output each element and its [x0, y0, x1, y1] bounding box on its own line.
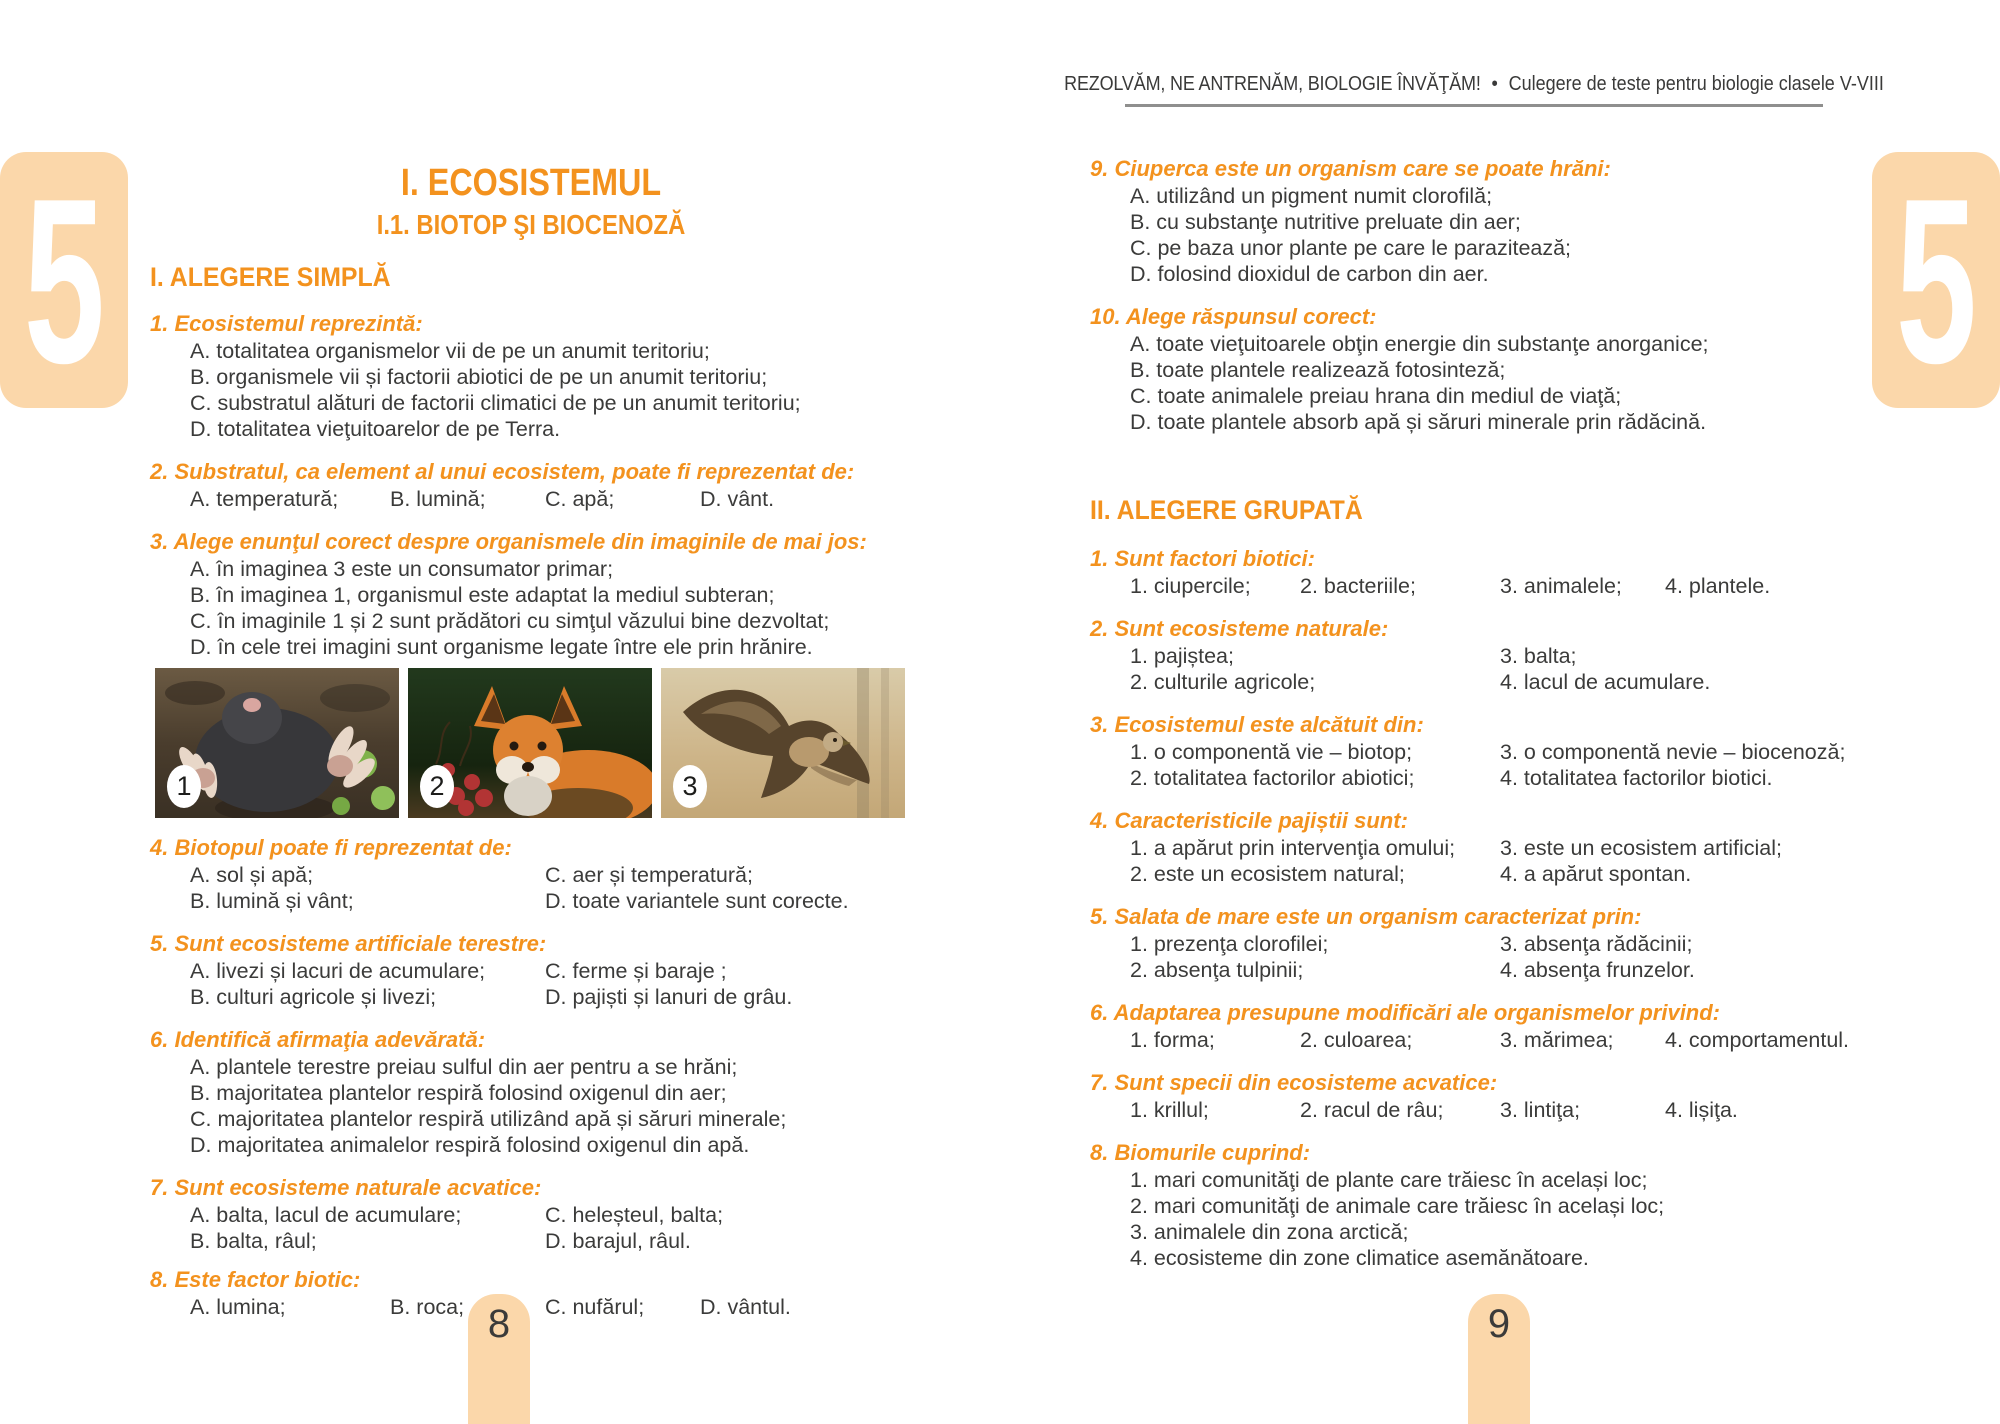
option: D. folosind dioxidul de carbon din aer. [1130, 262, 1489, 286]
option: C. în imaginile 1 și 2 sunt prădători cu simţul văzului bine dezvoltat; [190, 609, 830, 633]
option: D. pajiști și lanuri de grâu. [545, 985, 793, 1009]
option: B. cu substanţe nutritive preluate din aer; [1130, 210, 1521, 234]
option: C. pe baza unor plante pe care le parazitează; [1130, 236, 1572, 260]
option: A. lumina; [190, 1295, 286, 1319]
option: 2. bacteriile; [1300, 574, 1416, 598]
option: B. majoritatea plantelor respiră folosind oxigenul din aer; [190, 1081, 727, 1105]
option: 2. este un ecosistem natural; [1130, 862, 1405, 886]
options-grid [190, 958, 912, 1010]
option: A. utilizând un pigment numit clorofilă; [1130, 184, 1493, 208]
option: B. organismele vii și factorii abiotici de pe un anumit teritoriu; [190, 365, 768, 389]
option: D. majoritatea animalelor respiră folosind oxigenul din apă. [190, 1133, 750, 1157]
question-label: 7. Sunt ecosisteme naturale acvatice: [150, 1175, 542, 1200]
options-row [1130, 1097, 1850, 1123]
option: A. toate vieţuitoarele obţin energie din substanţe anorganice; [1130, 332, 1709, 356]
question-label: 5. Sunt ecosisteme artificiale terestre: [150, 931, 547, 956]
question-label: 3. Alege enunţul corect despre organismele din imaginile de mai jos: [150, 529, 867, 554]
option: 4. totalitatea factorilor biotici. [1500, 766, 1773, 790]
page-number: 9 [1487, 1302, 1511, 1346]
options-grid [1130, 931, 1850, 983]
grouped-question-5 [1090, 903, 1850, 983]
chapter-subtitle: I.1. BIOTOP ŞI BIOCENOZĂ [376, 209, 686, 240]
options-grid [1130, 739, 1850, 791]
question-label: 6. Identifică afirmaţia adevărată: [150, 1027, 486, 1052]
option: 2. racul de râu; [1300, 1098, 1444, 1122]
left-page [150, 160, 912, 1320]
option: B. balta, râul; [190, 1229, 317, 1253]
option: 2. culturile agricole; [1130, 670, 1316, 694]
question-label: 9. Ciuperca este un organism care se poate hrăni: [1090, 156, 1611, 181]
options-list [1130, 183, 1850, 287]
option: 4. ecosisteme din zone climatice asemănătoare. [1130, 1246, 1589, 1270]
option: C. majoritatea plantelor respiră utilizând apă și săruri minerale; [190, 1107, 787, 1131]
option: 3. lintiţa; [1500, 1098, 1581, 1122]
section-title-grouped-choice: II. ALEGERE GRUPATĂ [1090, 495, 1363, 525]
question-label: 7. Sunt specii din ecosisteme acvatice: [1090, 1070, 1498, 1095]
option: 3. o componentă nevie – biocenoză; [1500, 740, 1846, 764]
option: A. totalitatea organismelor vii de pe un anumit teritoriu; [190, 339, 710, 363]
grouped-question-7 [1090, 1069, 1850, 1123]
chapter-number: 5 [1895, 148, 1977, 412]
option: 1. prezenţa clorofilei; [1130, 932, 1329, 956]
option: 4. lișiţa. [1665, 1098, 1738, 1122]
question-3-photo-strip [155, 668, 912, 818]
option: C. apă; [545, 487, 615, 511]
option: 4. plantele. [1665, 574, 1771, 598]
question-label: 5. Salata de mare este un organism caracterizat prin: [1090, 904, 1642, 929]
option: D. toate plantele absorb apă și săruri minerale prin rădăcină. [1130, 410, 1707, 434]
options-grid [190, 862, 912, 914]
option: C. heleșteul, balta; [545, 1203, 724, 1227]
question-label: 1. Sunt factori biotici: [1090, 546, 1315, 571]
options-grid [1130, 835, 1850, 887]
options-row [190, 486, 912, 512]
option: D. toate variantele sunt corecte. [545, 889, 849, 913]
option: D. totalitatea vieţuitoarelor de pe Terra. [190, 417, 561, 441]
question-label: 3. Ecosistemul este alcătuit din: [1090, 712, 1424, 737]
option: 2. absenţa tulpinii; [1130, 958, 1304, 982]
chapter-tab-right [1872, 148, 2000, 412]
photo-fox [408, 668, 652, 818]
options-grid [1130, 643, 1850, 695]
option: 1. a apărut prin intervenţia omului; [1130, 836, 1456, 860]
photo-buzzard [661, 668, 905, 818]
question-10 [1090, 303, 1850, 435]
option: 4. lacul de acumulare. [1500, 670, 1711, 694]
question-9 [1090, 155, 1850, 287]
options-list [1130, 331, 1850, 435]
running-head-series: REZOLVĂM, NE ANTRENĂM, BIOLOGIE ÎNVĂŢĂM! [1064, 73, 1481, 95]
option: D. vânt. [700, 487, 775, 511]
option: 1. mari comunităţi de plante care trăiesc în același loc; [1130, 1168, 1648, 1192]
options-row [1130, 573, 1850, 599]
option: 3. animalele din zona arctică; [1130, 1220, 1409, 1244]
grouped-question-1 [1090, 545, 1850, 599]
image-number-badge: 1 [167, 765, 201, 808]
chapter-title: I. ECOSISTEMUL [400, 162, 662, 204]
option: 4. comportamentul. [1665, 1028, 1850, 1052]
option: B. lumină și vânt; [190, 889, 354, 913]
options-grid [190, 1202, 912, 1254]
option: A. în imaginea 3 este un consumator primar; [190, 557, 614, 581]
question-label: 8. Biomurile cuprind: [1090, 1140, 1311, 1165]
option: A. temperatură; [190, 487, 339, 511]
image-number-badge: 2 [420, 765, 454, 808]
option: A. sol și apă; [190, 863, 314, 887]
option: 3. absenţa rădăcinii; [1500, 932, 1693, 956]
option: B. lumină; [390, 487, 486, 511]
running-head-text [1064, 72, 1884, 96]
grouped-question-8 [1090, 1139, 1850, 1271]
grouped-question-4 [1090, 807, 1850, 887]
question-label: 10. Alege răspunsul corect: [1090, 304, 1377, 329]
option: 4. a apărut spontan. [1500, 862, 1692, 886]
option: C. ferme și baraje ; [545, 959, 727, 983]
option: C. toate animalele preiau hrana din mediul de viaţă; [1130, 384, 1622, 408]
question-6 [150, 1026, 912, 1158]
question-label: 6. Adaptarea presupune modificări ale organismelor privind: [1090, 1000, 1721, 1025]
question-label: 2. Sunt ecosisteme naturale: [1090, 616, 1389, 641]
option: C. aer și temperatură; [545, 863, 753, 887]
option: A. livezi și lacuri de acumulare; [190, 959, 486, 983]
running-head-bullet: • [1491, 73, 1498, 95]
option: A. plantele terestre preiau sulful din aer pentru a se hrăni; [190, 1055, 738, 1079]
section-title-simple-choice: I. ALEGERE SIMPLĂ [150, 262, 391, 292]
option: B. în imaginea 1, organismul este adaptat la mediul subteran; [190, 583, 775, 607]
option: C. nufărul; [545, 1295, 645, 1319]
question-4 [150, 834, 912, 914]
option: D. vântul. [700, 1295, 791, 1319]
grouped-question-2 [1090, 615, 1850, 695]
option: 2. mari comunităţi de animale care trăiesc în același loc; [1130, 1194, 1665, 1218]
option: 3. este un ecosistem artificial; [1500, 836, 1783, 860]
option: 1. o componentă vie – biotop; [1130, 740, 1413, 764]
option: B. toate plantele realizează fotosinteză; [1130, 358, 1506, 382]
question-3 [150, 528, 912, 660]
grouped-question-3 [1090, 711, 1850, 791]
option: B. roca; [390, 1295, 465, 1319]
chapter-number: 5 [23, 148, 105, 412]
option: B. culturi agricole și livezi; [190, 985, 437, 1009]
question-label: 8. Este factor biotic: [150, 1267, 361, 1292]
option: 4. absenţa frunzelor. [1500, 958, 1695, 982]
option: 3. balta; [1500, 644, 1577, 668]
question-7 [150, 1174, 912, 1254]
question-label: 1. Ecosistemul reprezintă: [150, 311, 423, 336]
page-number-tab-right [1468, 1294, 1530, 1424]
question-label: 4. Caracteristicile pajiștii sunt: [1090, 808, 1408, 833]
question-5 [150, 930, 912, 1010]
image-number-badge: 3 [673, 765, 707, 808]
options-row [1130, 1027, 1850, 1053]
option: C. substratul alături de factorii climatici de pe un anumit teritoriu; [190, 391, 801, 415]
running-head [1064, 72, 1884, 107]
options-list [190, 556, 912, 660]
options-list [190, 1054, 912, 1158]
option: A. balta, lacul de acumulare; [190, 1203, 462, 1227]
option: 3. mărimea; [1500, 1028, 1614, 1052]
right-page [1064, 72, 1884, 1271]
option: 1. krillul; [1130, 1098, 1209, 1122]
options-row [190, 1294, 912, 1320]
options-list [1130, 1167, 1850, 1271]
question-8 [150, 1266, 912, 1320]
option: D. barajul, râul. [545, 1229, 691, 1253]
question-label: 4. Biotopul poate fi reprezentat de: [150, 835, 512, 860]
question-2 [150, 458, 912, 512]
option: 1. pajiștea; [1130, 644, 1234, 668]
chapter-tab-left [0, 148, 128, 412]
option: D. în cele trei imagini sunt organisme legate între ele prin hrănire. [190, 635, 813, 659]
grouped-question-6 [1090, 999, 1850, 1053]
option: 2. culoarea; [1300, 1028, 1413, 1052]
options-list [190, 338, 912, 442]
option: 3. animalele; [1500, 574, 1622, 598]
option: 1. forma; [1130, 1028, 1215, 1052]
question-label: 2. Substratul, ca element al unui ecosistem, poate fi reprezentat de: [150, 459, 855, 484]
page-number: 8 [487, 1302, 511, 1346]
option: 1. ciupercile; [1130, 574, 1251, 598]
option: 2. totalitatea factorilor abiotici; [1130, 766, 1415, 790]
running-head-book: Culegere de teste pentru biologie clasele V-VIII [1508, 73, 1884, 95]
question-1 [150, 310, 912, 442]
photo-mole [155, 668, 399, 818]
